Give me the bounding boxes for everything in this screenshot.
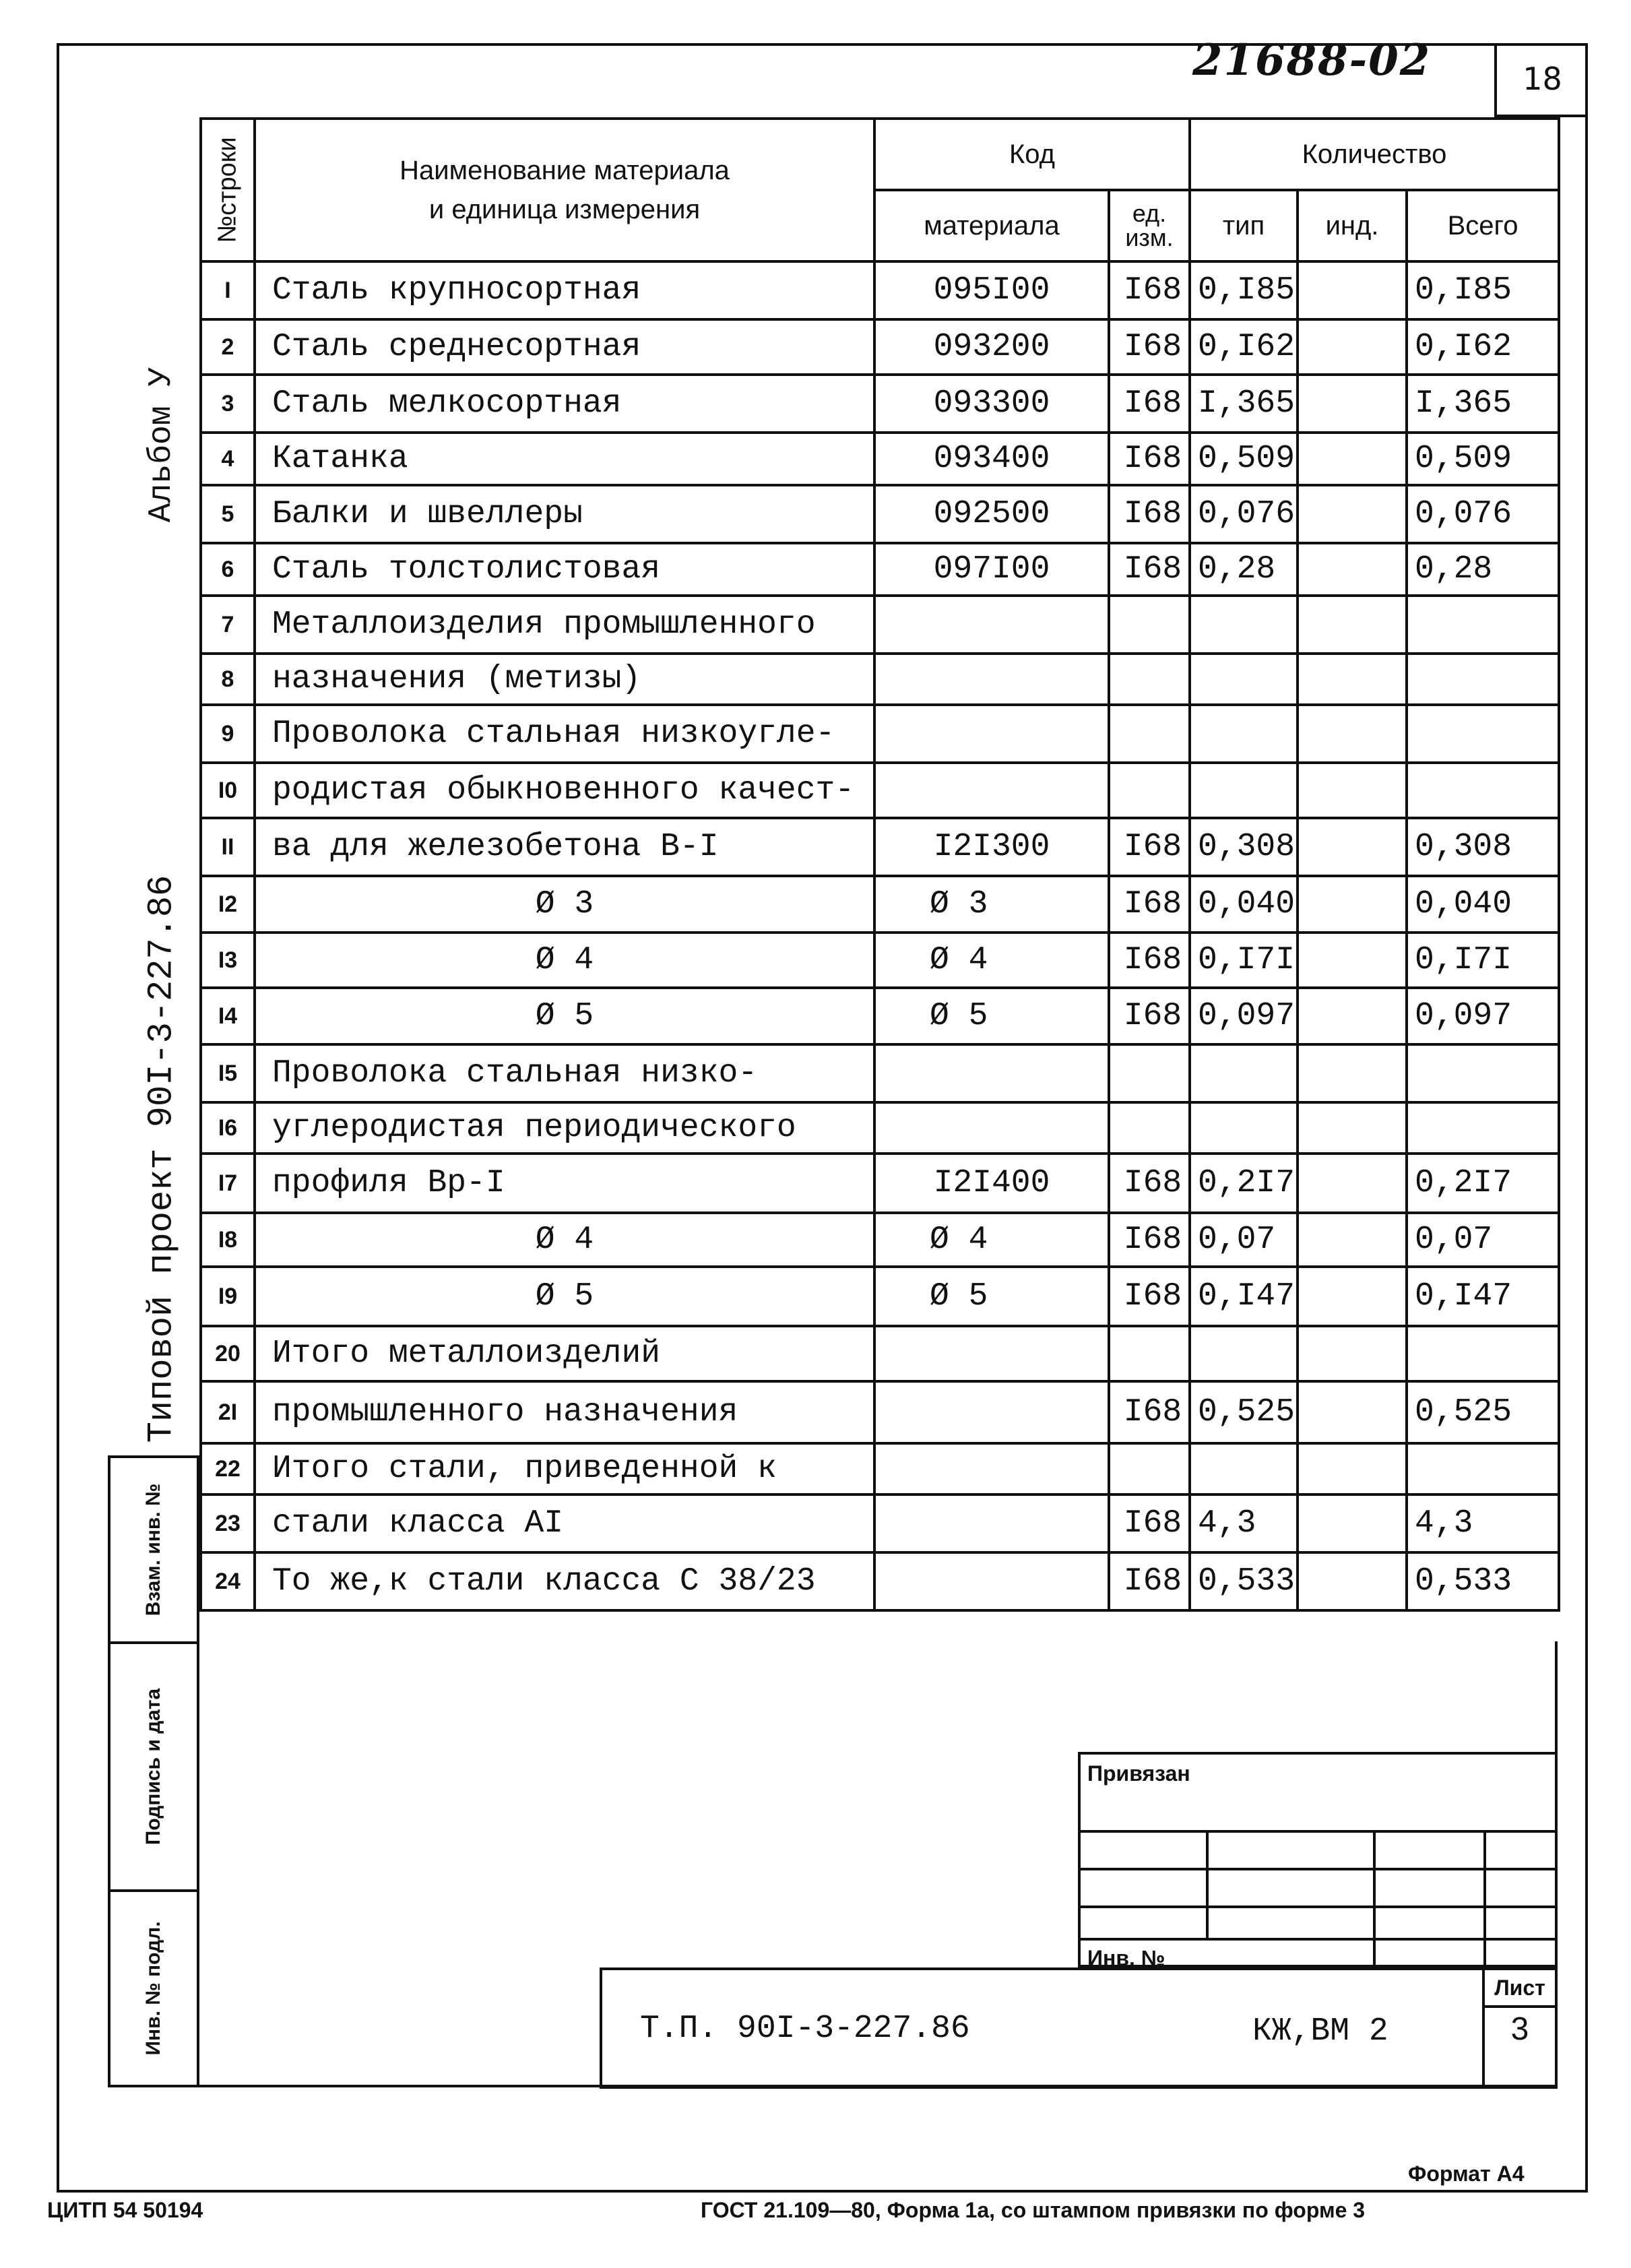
header-name: Наименование материала и единица измерения	[255, 119, 874, 261]
table-row	[201, 319, 1559, 375]
qty-total: 0,28	[1407, 543, 1559, 596]
material-name: Сталь толстолистовая	[255, 543, 874, 596]
qty-ind	[1298, 1443, 1407, 1494]
stamp-vzam-inv-label: Взам. инв. №	[142, 1483, 164, 1616]
material-name: Итого стали, приведенной к	[255, 1443, 874, 1494]
qty-type	[1190, 705, 1298, 763]
qty-type: 0,308	[1190, 818, 1298, 876]
unit-code: I68	[1109, 319, 1190, 375]
qty-ind	[1298, 876, 1407, 933]
qty-total: 4,3	[1407, 1494, 1559, 1552]
qty-total: 0,509	[1407, 433, 1559, 485]
table-row	[201, 1443, 1559, 1494]
material-code	[874, 1102, 1109, 1154]
stamp-podpis-data	[108, 1641, 199, 1892]
qty-type	[1190, 1326, 1298, 1381]
unit-code: I68	[1109, 1213, 1190, 1267]
qty-total	[1407, 1102, 1559, 1154]
table-row	[201, 1154, 1559, 1213]
table-row	[201, 763, 1559, 818]
material-name: стали класса АI	[255, 1494, 874, 1552]
table-row	[201, 1044, 1559, 1102]
stamp-podpis-data-label: Подпись и дата	[142, 1688, 164, 1846]
header-row-no: №строки	[201, 119, 255, 261]
qty-type: 0,I85	[1190, 261, 1298, 319]
qty-total: 0,097	[1407, 988, 1559, 1044]
qty-type: 0,07	[1190, 1213, 1298, 1267]
table-row	[201, 433, 1559, 485]
unit-code: I68	[1109, 988, 1190, 1044]
table-row	[201, 596, 1559, 654]
material-name: Ø 4	[255, 1213, 874, 1267]
binding-inv-label: Инв. №	[1087, 1946, 1165, 1970]
row-number: 7	[201, 596, 255, 654]
row-number: I0	[201, 763, 255, 818]
material-code: 097I00	[874, 543, 1109, 596]
qty-ind	[1298, 988, 1407, 1044]
row-number: I7	[201, 1154, 255, 1213]
table-row	[201, 543, 1559, 596]
material-name: Сталь среднесортная	[255, 319, 874, 375]
qty-ind	[1298, 485, 1407, 543]
header-code-material: материала	[874, 190, 1109, 261]
binding-vline-1	[1206, 1830, 1209, 1938]
unit-code: I68	[1109, 543, 1190, 596]
project-label: Типовой проект 90I-3-227.86	[141, 875, 182, 1443]
binding-vline-2	[1373, 1830, 1376, 1965]
qty-type: 0,533	[1190, 1552, 1298, 1610]
row-number: 4	[201, 433, 255, 485]
row-number: I9	[201, 1267, 255, 1326]
material-code	[874, 1443, 1109, 1494]
table-row	[201, 261, 1559, 319]
material-name: Ø 5	[255, 1267, 874, 1326]
row-number: I2	[201, 876, 255, 933]
unit-code	[1109, 1044, 1190, 1102]
materials-table	[199, 117, 1560, 1612]
qty-type	[1190, 654, 1298, 705]
material-code	[874, 596, 1109, 654]
qty-total: 0,I62	[1407, 319, 1559, 375]
material-name: ва для железобетона В-I	[255, 818, 874, 876]
stamp-inv-podl-label: Инв. № подл.	[142, 1921, 164, 2056]
row-number: 6	[201, 543, 255, 596]
unit-code	[1109, 763, 1190, 818]
header-qty-ind: инд.	[1298, 190, 1407, 261]
unit-code: I68	[1109, 1552, 1190, 1610]
qty-ind	[1298, 1552, 1407, 1610]
qty-ind	[1298, 596, 1407, 654]
qty-type: 0,I62	[1190, 319, 1298, 375]
row-number: 2	[201, 319, 255, 375]
material-name: Сталь мелкосортная	[255, 375, 874, 433]
qty-type: 4,3	[1190, 1494, 1298, 1552]
material-name: Ø 4	[255, 933, 874, 988]
row-number: 24	[201, 1552, 255, 1610]
qty-type	[1190, 596, 1298, 654]
unit-code: I68	[1109, 261, 1190, 319]
header-qty-type: тип	[1190, 190, 1298, 261]
table-row	[201, 1381, 1559, 1443]
table-row	[201, 1326, 1559, 1381]
material-name: Итого металлоизделий	[255, 1326, 874, 1381]
row-number: 5	[201, 485, 255, 543]
binding-title: Привязан	[1087, 1761, 1190, 1786]
qty-type: 0,525	[1190, 1381, 1298, 1443]
qty-ind	[1298, 1494, 1407, 1552]
unit-code: I68	[1109, 433, 1190, 485]
qty-total	[1407, 1044, 1559, 1102]
qty-ind	[1298, 1381, 1407, 1443]
material-code	[874, 763, 1109, 818]
material-name: Катанка	[255, 433, 874, 485]
qty-total: 0,040	[1407, 876, 1559, 933]
material-name: То же,к стали класса С 38/23	[255, 1552, 874, 1610]
unit-code: I68	[1109, 876, 1190, 933]
table-row	[201, 1102, 1559, 1154]
unit-code: I68	[1109, 1381, 1190, 1443]
sheet-cell	[1482, 1970, 1555, 2089]
unit-code: I68	[1109, 485, 1190, 543]
row-number: I3	[201, 933, 255, 988]
table-row	[201, 933, 1559, 988]
qty-ind	[1298, 763, 1407, 818]
table-row	[201, 818, 1559, 876]
material-name: Ø 5	[255, 988, 874, 1044]
row-number: I5	[201, 1044, 255, 1102]
material-code: Ø 4	[874, 933, 1109, 988]
stamp-inv-podl	[108, 1889, 199, 2087]
material-code	[874, 1326, 1109, 1381]
title-block	[600, 1967, 1558, 2089]
material-code	[874, 1494, 1109, 1552]
unit-code	[1109, 1102, 1190, 1154]
header-qty-group: Количество	[1190, 119, 1559, 190]
material-name: Проволока стальная низкоугле-	[255, 705, 874, 763]
material-code: Ø 5	[874, 988, 1109, 1044]
qty-ind	[1298, 933, 1407, 988]
unit-code: I68	[1109, 933, 1190, 988]
qty-total	[1407, 1443, 1559, 1494]
qty-total: 0,2I7	[1407, 1154, 1559, 1213]
qty-type: I,365	[1190, 375, 1298, 433]
qty-ind	[1298, 1267, 1407, 1326]
qty-ind	[1298, 705, 1407, 763]
material-name: Сталь крупносортная	[255, 261, 874, 319]
row-number: 9	[201, 705, 255, 763]
row-number: 20	[201, 1326, 255, 1381]
qty-type: 0,I7I	[1190, 933, 1298, 988]
qty-type: 0,097	[1190, 988, 1298, 1044]
album-label: Альбом У	[143, 367, 180, 523]
handwritten-number: 21688-02	[1192, 35, 1432, 86]
material-code	[874, 705, 1109, 763]
unit-code: I68	[1109, 1154, 1190, 1213]
qty-total: 0,076	[1407, 485, 1559, 543]
qty-total: 0,07	[1407, 1213, 1559, 1267]
qty-type: 0,28	[1190, 543, 1298, 596]
qty-ind	[1298, 433, 1407, 485]
qty-total	[1407, 763, 1559, 818]
table-row	[201, 654, 1559, 705]
row-number: 8	[201, 654, 255, 705]
row-number: 22	[201, 1443, 255, 1494]
qty-ind	[1298, 1326, 1407, 1381]
table-row	[201, 1213, 1559, 1267]
page-number: 18	[1523, 61, 1562, 97]
header-code-group: Код	[874, 119, 1190, 190]
footer-right: ГОСТ 21.109—80, Форма 1а, со штампом привязки по форме 3	[701, 2198, 1366, 2222]
qty-type: 0,509	[1190, 433, 1298, 485]
binding-vline-3	[1483, 1830, 1486, 1965]
qty-total: I,365	[1407, 375, 1559, 433]
unit-code: I68	[1109, 1267, 1190, 1326]
unit-code	[1109, 1443, 1190, 1494]
material-code: 093200	[874, 319, 1109, 375]
table-row	[201, 876, 1559, 933]
format-label: Формат А4	[1408, 2162, 1525, 2186]
material-code: 095I00	[874, 261, 1109, 319]
qty-type: 0,040	[1190, 876, 1298, 933]
table-row	[201, 485, 1559, 543]
binding-stamp	[1078, 1752, 1558, 1970]
qty-ind	[1298, 261, 1407, 319]
material-name: профиля Вр-I	[255, 1154, 874, 1213]
table-row	[201, 375, 1559, 433]
header-qty-total: Всего	[1407, 190, 1559, 261]
unit-code: I68	[1109, 1494, 1190, 1552]
unit-code	[1109, 596, 1190, 654]
unit-code	[1109, 1326, 1190, 1381]
table-row	[201, 988, 1559, 1044]
material-code	[874, 1552, 1109, 1610]
material-code: 093400	[874, 433, 1109, 485]
material-code: I2I400	[874, 1154, 1109, 1213]
qty-ind	[1298, 543, 1407, 596]
row-number: II	[201, 818, 255, 876]
row-number: 3	[201, 375, 255, 433]
row-number: I8	[201, 1213, 255, 1267]
qty-total: 0,I85	[1407, 261, 1559, 319]
row-number: 23	[201, 1494, 255, 1552]
qty-ind	[1298, 818, 1407, 876]
qty-ind	[1298, 1044, 1407, 1102]
table-row	[201, 1552, 1559, 1610]
qty-ind	[1298, 654, 1407, 705]
table-row	[201, 1494, 1559, 1552]
sheet-label: Лист	[1485, 1970, 1555, 2008]
table-row	[201, 705, 1559, 763]
material-name: назначения (метизы)	[255, 654, 874, 705]
table-row	[201, 1267, 1559, 1326]
qty-type: 0,I47	[1190, 1267, 1298, 1326]
qty-ind	[1298, 319, 1407, 375]
material-name: промышленного назначения	[255, 1381, 874, 1443]
qty-ind	[1298, 1102, 1407, 1154]
title-mark: КЖ,ВМ 2	[1252, 2013, 1388, 2050]
unit-code	[1109, 705, 1190, 763]
qty-total	[1407, 705, 1559, 763]
row-number: I6	[201, 1102, 255, 1154]
material-name: Проволока стальная низко-	[255, 1044, 874, 1102]
qty-ind	[1298, 1154, 1407, 1213]
sheet-number: 3	[1510, 2011, 1529, 2047]
qty-ind	[1298, 1213, 1407, 1267]
qty-type: 0,076	[1190, 485, 1298, 543]
qty-total	[1407, 654, 1559, 705]
qty-type: 0,2I7	[1190, 1154, 1298, 1213]
material-name: Ø 3	[255, 876, 874, 933]
material-name: родистая обыкновенного качест-	[255, 763, 874, 818]
page-number-box	[1494, 43, 1588, 117]
material-code: Ø 3	[874, 876, 1109, 933]
material-code	[874, 1044, 1109, 1102]
material-name: углеродистая периодического	[255, 1102, 874, 1154]
qty-ind	[1298, 375, 1407, 433]
stamp-vzam-inv	[108, 1455, 199, 1644]
row-number: I	[201, 261, 255, 319]
material-code: Ø 5	[874, 1267, 1109, 1326]
title-project: Т.П. 90I-3-227.86	[640, 2011, 970, 2047]
qty-total: 0,308	[1407, 818, 1559, 876]
material-code: Ø 4	[874, 1213, 1109, 1267]
qty-total	[1407, 596, 1559, 654]
qty-type	[1190, 1044, 1298, 1102]
unit-code	[1109, 654, 1190, 705]
qty-total: 0,525	[1407, 1381, 1559, 1443]
qty-total: 0,I7I	[1407, 933, 1559, 988]
qty-type	[1190, 763, 1298, 818]
qty-total: 0,533	[1407, 1552, 1559, 1610]
material-code	[874, 1381, 1109, 1443]
material-name: Балки и швеллеры	[255, 485, 874, 543]
unit-code: I68	[1109, 375, 1190, 433]
footer-left: ЦИТП 54 50194	[47, 2198, 203, 2222]
row-number: I4	[201, 988, 255, 1044]
row-number: 2I	[201, 1381, 255, 1443]
material-code: 093300	[874, 375, 1109, 433]
qty-total: 0,I47	[1407, 1267, 1559, 1326]
qty-total	[1407, 1326, 1559, 1381]
header-code-unit: ед. изм.	[1109, 190, 1190, 261]
material-code	[874, 654, 1109, 705]
qty-type	[1190, 1443, 1298, 1494]
unit-code: I68	[1109, 818, 1190, 876]
qty-type	[1190, 1102, 1298, 1154]
material-name: Металлоизделия промышленного	[255, 596, 874, 654]
material-code: 092500	[874, 485, 1109, 543]
material-code: I2I300	[874, 818, 1109, 876]
